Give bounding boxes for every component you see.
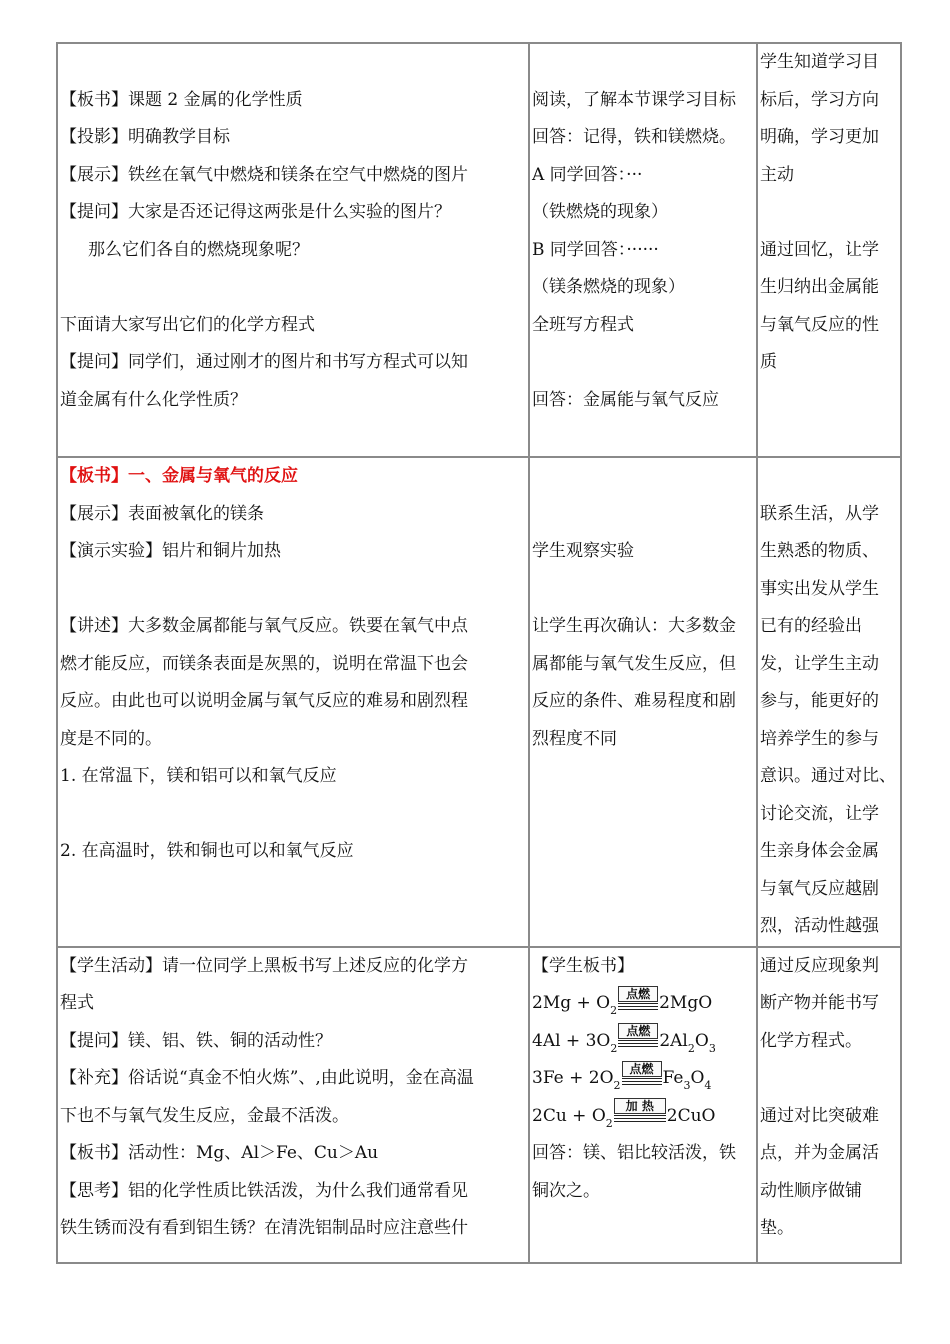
text-line: 学生观察实验: [532, 541, 634, 561]
text-line: 【展示】表面被氧化的镁条: [60, 503, 264, 524]
text-line: 断产物并能书写: [760, 993, 879, 1013]
text-line: 意识。通过对比、: [760, 766, 896, 786]
text-line: 与氧气反应越剧: [760, 878, 879, 899]
text-line: 阅读，了解本节课学习目标: [532, 89, 736, 110]
equation-lhs: 2Mg + O: [532, 993, 611, 1013]
text-line: [532, 496, 754, 534]
student-activity-cell: [529, 43, 757, 457]
text-line: 联系生活，从学: [760, 503, 879, 524]
text-line: [760, 1060, 898, 1098]
table-row: [57, 457, 901, 947]
text-line: 发，让学生主动: [760, 653, 879, 674]
text-line: [532, 571, 754, 609]
text-line: 回答：镁、铝比较活泼，铁: [532, 1143, 736, 1163]
subscript: 2: [605, 1116, 613, 1130]
subscript: 2: [613, 1079, 621, 1092]
text-line: 生熟悉的物质、: [760, 541, 879, 561]
teacher-activity-cell: [57, 947, 529, 1263]
equation-rhs: O: [694, 1030, 709, 1051]
table-row: [57, 43, 901, 457]
subscript: 2: [610, 1004, 618, 1017]
text-line: 培养学生的参与: [760, 728, 879, 749]
text-line: 【演示实验】铝片和铜片加热: [60, 541, 281, 561]
equals-bars: [614, 1115, 666, 1122]
text-line: 质: [760, 352, 777, 372]
section-heading: 【板书】一、金属与氧气的反应: [60, 466, 298, 486]
text-line: [60, 796, 526, 834]
equation-lhs: 4Al + 3O: [532, 1030, 611, 1051]
text-line: 点，并为金属活: [760, 1143, 879, 1163]
text-line: 程式: [60, 993, 94, 1013]
text-line: 燃才能反应，而镁条表面是灰黑的，说明在常温下也会: [60, 653, 468, 674]
text-line: 生亲身体会金属: [760, 841, 879, 861]
text-line: 【板书】活动性：Mg、Al＞Fe、Cu＞Au: [60, 1143, 379, 1163]
text-line: [760, 458, 898, 496]
student-board-title: 【学生板书】: [532, 955, 634, 976]
equation-lhs: 3Fe + 2O: [532, 1068, 614, 1088]
subscript: 3: [683, 1079, 691, 1092]
text-line: （铁燃烧的现象）: [532, 202, 668, 222]
text-line: [60, 44, 526, 82]
condition-label: 点燃: [618, 986, 658, 1002]
text-line: 属都能与氧气发生反应，但: [532, 653, 736, 674]
reaction-condition: [618, 1024, 658, 1051]
text-line: 明确，学习更加: [760, 127, 879, 147]
equals-bars: [618, 1040, 658, 1047]
lesson-plan-table: [56, 42, 902, 1264]
text-line: A 同学回答：···: [532, 164, 643, 185]
condition-label: 加 热: [614, 1098, 666, 1114]
text-line: 下也不与氧气发生反应，金最不活泼。: [60, 1105, 349, 1126]
text-line: 【提问】同学们，通过刚才的图片和书写方程式可以知: [60, 352, 468, 372]
subscript: 2: [687, 1041, 695, 1055]
text-line: 通过回忆，让学: [760, 239, 879, 260]
equation-rhs: 2CuO: [666, 1105, 716, 1126]
text-line: 铁生锈而没有看到铝生锈？在清洗铝制品时应注意些什: [60, 1218, 468, 1238]
subscript: 4: [704, 1079, 712, 1092]
text-line: 讨论交流，让学: [760, 803, 879, 824]
teacher-activity-cell: [57, 43, 529, 457]
text-line: 学生知道学习目: [760, 52, 879, 72]
text-line: 反应。由此也可以说明金属与氧气反应的难易和剧烈程: [60, 691, 468, 711]
equation-mg: [532, 985, 754, 1023]
equation-rhs: 2MgO: [659, 993, 713, 1013]
text-line: 全班写方程式: [532, 314, 634, 335]
text-line: 通过反应现象判: [760, 955, 879, 976]
condition-label: 点燃: [622, 1061, 662, 1077]
equation-cu: [532, 1098, 754, 1136]
text-line: 事实出发从学生: [760, 578, 879, 599]
text-line: 【讲述】大多数金属都能与氧气反应。铁要在氧气中点: [60, 616, 468, 636]
teacher-activity-cell: [57, 457, 529, 947]
text-line: B 同学回答：······: [532, 239, 659, 260]
text-line: 道金属有什么化学性质？: [60, 389, 247, 410]
equals-bars: [622, 1078, 662, 1085]
text-line: （镁条燃烧的现象）: [532, 277, 685, 297]
student-activity-cell: [529, 947, 757, 1263]
design-intent-cell: [757, 43, 901, 457]
text-line: 度是不同的。: [60, 728, 162, 749]
text-line: 那么它们各自的燃烧现象呢？: [88, 239, 309, 260]
text-line: 铜次之。: [532, 1180, 600, 1201]
text-line: 化学方程式。: [760, 1030, 862, 1051]
text-line: 1. 在常温下，镁和铝可以和氧气反应: [60, 766, 337, 786]
equation-fe: [532, 1060, 754, 1098]
text-line: [532, 344, 754, 382]
equation-rhs: O: [690, 1068, 705, 1088]
text-line: 【展示】铁丝在氧气中燃烧和镁条在空气中燃烧的图片: [60, 164, 468, 185]
design-intent-cell: [757, 947, 901, 1263]
reaction-condition: [614, 1099, 666, 1126]
design-intent-cell: [757, 457, 901, 947]
subscript: 2: [610, 1041, 618, 1055]
text-line: 参与，能更好的: [760, 691, 879, 711]
text-line: 生归纳出金属能: [760, 277, 879, 297]
text-line: [760, 194, 898, 232]
text-line: 回答：记得，铁和镁燃烧。: [532, 127, 736, 147]
condition-label: 点燃: [618, 1023, 658, 1039]
text-line: [532, 44, 754, 82]
text-line: 【学生活动】请一位同学上黑板书写上述反应的化学方: [60, 955, 468, 976]
text-line: [532, 458, 754, 496]
text-line: 与氧气反应的性: [760, 314, 879, 335]
text-line: 【思考】铝的化学性质比铁活泼，为什么我们通常看见: [60, 1180, 468, 1201]
text-line: 下面请大家写出它们的化学方程式: [60, 314, 315, 335]
text-line: 标后，学习方向: [760, 89, 879, 110]
equation-al: [532, 1023, 754, 1061]
text-line: 通过对比突破难: [760, 1105, 879, 1126]
text-line: 【板书】课题 2 金属的化学性质: [60, 89, 303, 110]
equation-rhs: Fe: [662, 1068, 684, 1088]
equation-lhs: 2Cu + O: [532, 1105, 606, 1126]
text-line: 【提问】镁、铝、铁、铜的活动性？: [60, 1030, 332, 1051]
text-line: 2. 在高温时，铁和铜也可以和氧气反应: [60, 841, 354, 861]
text-line: [60, 269, 526, 307]
text-line: 【投影】明确教学目标: [60, 127, 230, 147]
text-line: [60, 571, 526, 609]
text-line: 【提问】大家是否还记得这两张是什么实验的图片？: [60, 202, 451, 222]
text-line: 回答：金属能与氧气反应: [532, 389, 719, 410]
text-line: 垫。: [760, 1218, 794, 1238]
text-line: 让学生再次确认：大多数金: [532, 616, 736, 636]
text-line: 已有的经验出: [760, 616, 862, 636]
equation-rhs: 2Al: [659, 1030, 688, 1051]
subscript: 3: [708, 1041, 716, 1055]
reaction-condition: [622, 1061, 662, 1089]
table-row: [57, 947, 901, 1263]
student-activity-cell: [529, 457, 757, 947]
equals-bars: [618, 1003, 658, 1010]
text-line: 【补充】俗话说“真金不怕火炼”、,由此说明，金在高温: [60, 1068, 474, 1088]
text-line: 主动: [760, 164, 794, 185]
reaction-condition: [618, 986, 658, 1014]
text-line: 反应的条件、难易程度和剧: [532, 691, 736, 711]
text-line: 动性顺序做铺: [760, 1180, 862, 1201]
text-line: 烈程度不同: [532, 728, 617, 749]
text-line: 烈，活动性越强: [760, 916, 879, 936]
